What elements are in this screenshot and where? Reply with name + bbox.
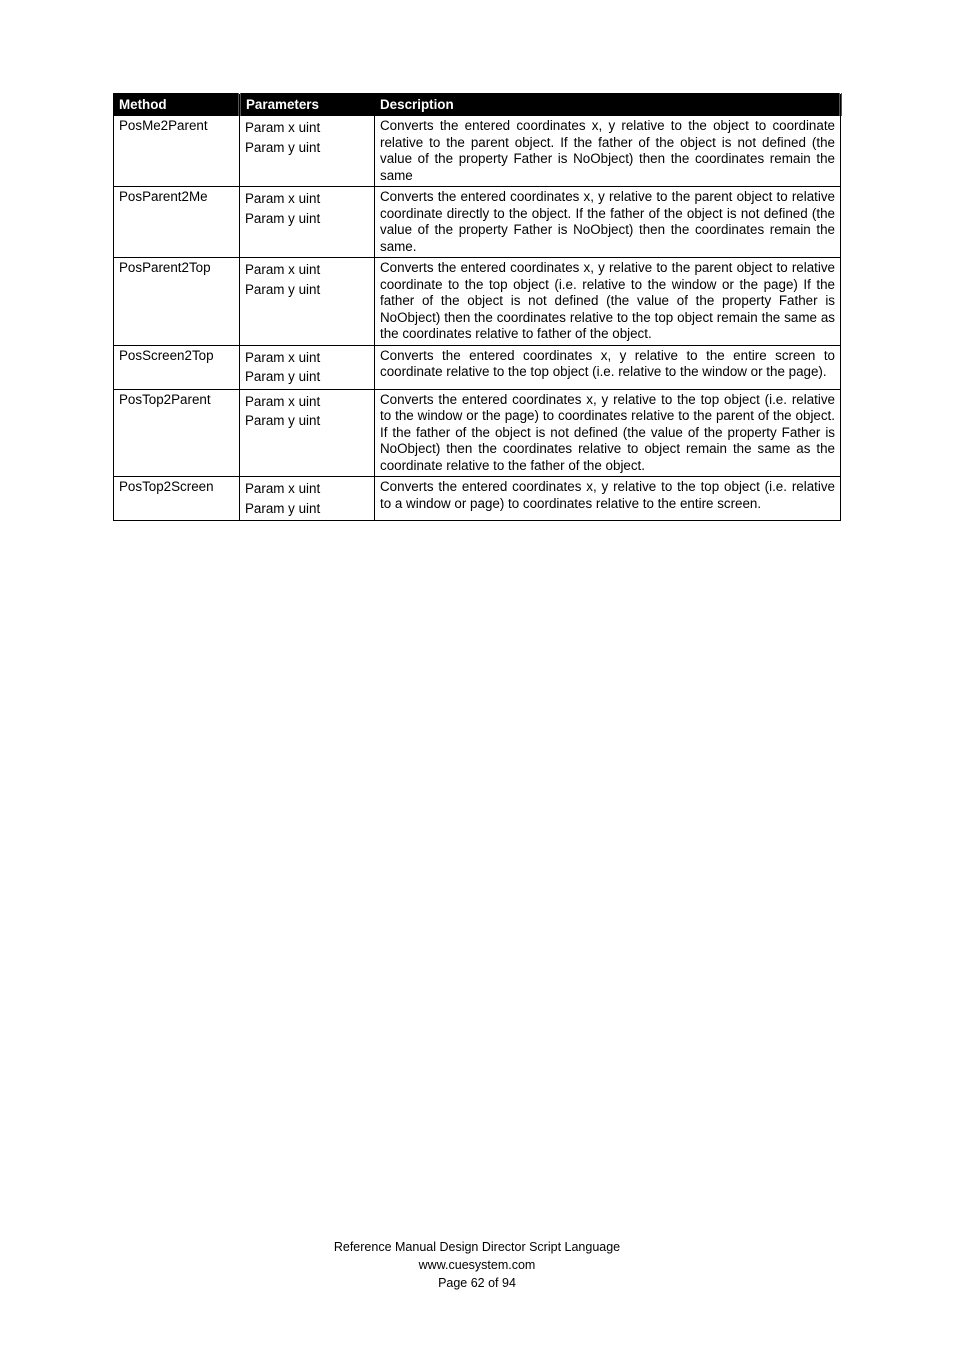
param-x: Param x uint — [245, 262, 321, 277]
param-x: Param x uint — [245, 393, 321, 409]
method-name: PosTop2Parent — [114, 389, 240, 477]
table-row — [114, 116, 841, 187]
method-description: Converts the entered coordinates x, y relative to the parent object to relative coordinate to the top object (i.e. relative to the window or the page) If the father of the object is not defined (the value of the property Father is NoObject) then the coordinates relative to the top object remain the same as the coordinates relative to father of the object. — [375, 258, 841, 346]
method-description: Converts the entered coordinates x, y relative to the entire screen to coordinate relative to the top object (i.e. relative to the window or the page). — [375, 345, 841, 389]
method-description: Converts the entered coordinates x, y relative to the parent object to relative coordinate directly to the object. If the father of the object is not defined (the value of the property Father is NoObject) then the coordinates remain the same. — [375, 187, 841, 258]
param-y: Param y uint — [245, 139, 321, 155]
page-footer — [0, 1238, 954, 1292]
param-y: Param y uint — [245, 369, 321, 384]
header-parameters: Parameters — [240, 94, 375, 116]
method-name: PosParent2Top — [114, 258, 240, 346]
table-row — [114, 345, 841, 389]
method-params — [240, 477, 375, 521]
param-x: Param x uint — [245, 481, 321, 496]
param-x: Param x uint — [245, 191, 321, 206]
method-params — [240, 187, 375, 258]
header-description: Description — [375, 94, 841, 116]
method-description: Converts the entered coordinates x, y relative to the top object (i.e. relative to the window or the page) to coordinates relative to the parent of the object. If the father of the object is not defined (the value of the property Father is NoObject) then the coordinates relative to object remain the same as the coordinate relative to the father of the object. — [375, 389, 841, 477]
param-y: Param y uint — [245, 210, 321, 226]
footer-page-number: Page 62 of 94 — [438, 1276, 516, 1290]
param-y: Param y uint — [245, 500, 321, 516]
table-row — [114, 477, 841, 521]
table-row — [114, 187, 841, 258]
method-description: Converts the entered coordinates x, y relative to the top object (i.e. relative to a window or page) to coordinates relative to the entire screen. — [375, 477, 841, 521]
param-y: Param y uint — [245, 413, 321, 428]
param-x: Param x uint — [245, 349, 321, 365]
param-x: Param x uint — [245, 120, 321, 135]
method-params — [240, 389, 375, 477]
method-params — [240, 345, 375, 389]
method-name: PosParent2Me — [114, 187, 240, 258]
method-params — [240, 258, 375, 346]
footer-website: www.cuesystem.com — [418, 1258, 536, 1272]
method-name: PosTop2Screen — [114, 477, 240, 521]
footer-title: Reference Manual Design Director Script Language — [333, 1240, 621, 1254]
method-name: PosMe2Parent — [114, 116, 240, 187]
table-header-row — [114, 94, 841, 116]
method-description: Converts the entered coordinates x, y relative to the object to coordinate relative to the parent object. If the father of the object is not defined (the value of the property Father is NoObject) then the coordinates remain the same — [375, 116, 841, 187]
table-row — [114, 258, 841, 346]
table-row — [114, 389, 841, 477]
header-method: Method — [114, 94, 240, 116]
methods-table — [113, 93, 842, 521]
param-y: Param y uint — [245, 281, 321, 297]
method-name: PosScreen2Top — [114, 345, 240, 389]
method-params — [240, 116, 375, 187]
